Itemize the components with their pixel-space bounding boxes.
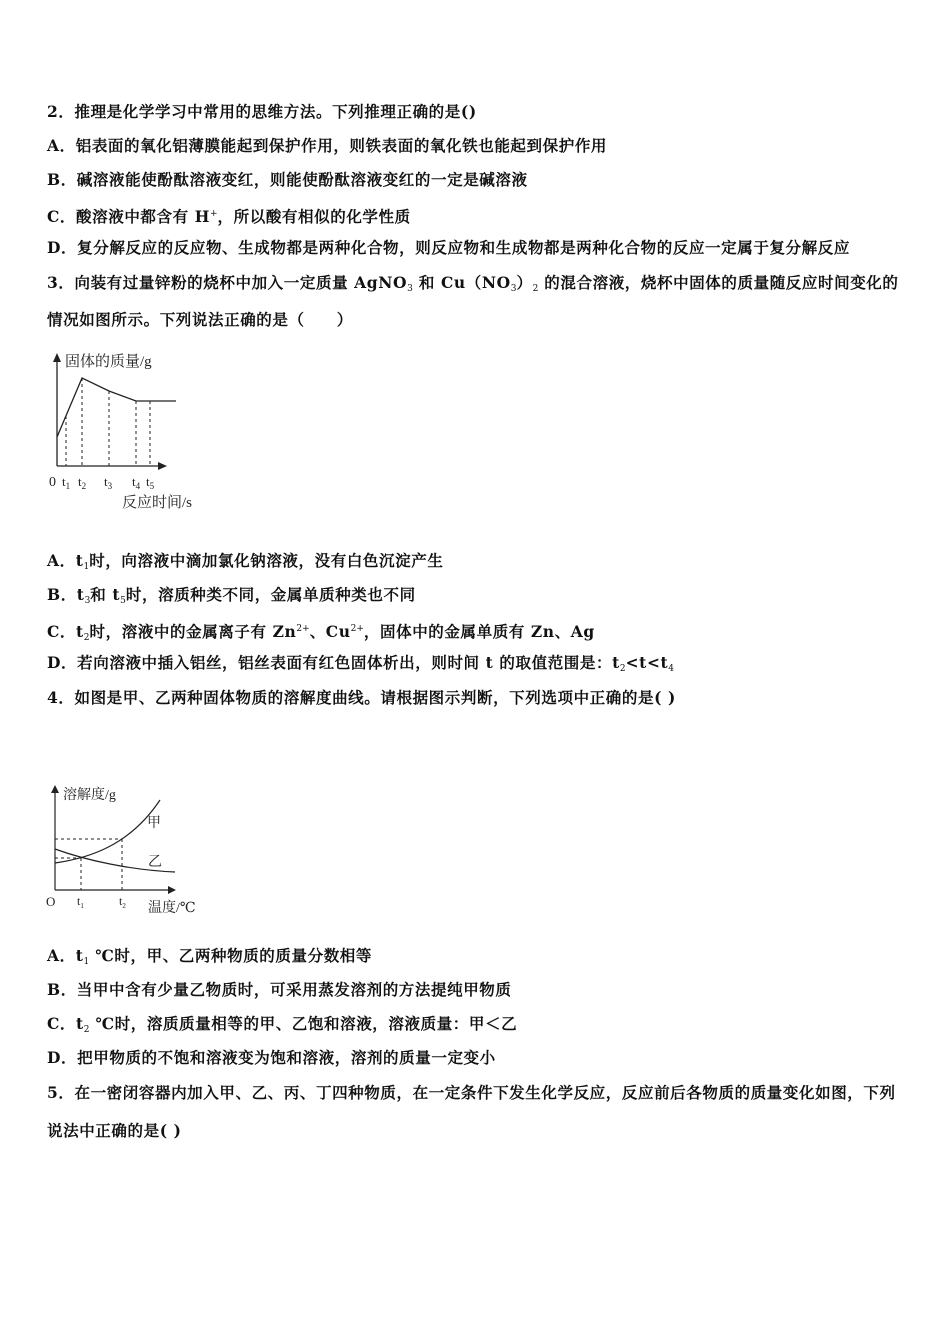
text-segment: 时，溶液中的金属离子有 Zn xyxy=(89,622,297,641)
subscript: 2 xyxy=(83,633,90,643)
text-segment: C．t xyxy=(47,622,84,641)
x-axis-label: 反应时间/s xyxy=(122,495,193,511)
subscript: 3 xyxy=(510,284,517,294)
y-axis-label: 溶解度/g xyxy=(63,788,116,803)
text-segment: 时，向溶液中滴加氯化钠溶液，没有白色沉淀产生 xyxy=(89,551,444,570)
text-segment: 时，溶质种类不同，金属单质种类也不同 xyxy=(125,585,416,604)
origin-label: O xyxy=(46,894,56,909)
text-segment: C．酸溶液中都含有 H xyxy=(47,207,210,226)
text-segment: D．若向溶液中插入铝丝，铝丝表面有红色固体析出，则时间 t 的取值范围是：t xyxy=(47,653,620,672)
text-segment: 说法中正确的是( ) xyxy=(47,1121,182,1140)
q2-stem xyxy=(47,102,477,122)
text-segment: 2．推理是化学学习中常用的思维方法。下列推理正确的是() xyxy=(47,102,477,121)
q2-option-a xyxy=(47,136,607,156)
curve-yi-label: 乙 xyxy=(148,855,162,870)
q3-option-a xyxy=(47,551,443,577)
text-segment: 4．如图是甲、乙两种固体物质的溶解度曲线。请根据图示判断，下列选项中正确的是( ) xyxy=(47,688,676,707)
text-segment: ，固体中的金属单质有 Zn、Ag xyxy=(363,622,595,641)
curve-jia-label: 甲 xyxy=(147,816,161,831)
svg-text:t5: $t_5$ xyxy=(146,474,155,491)
q4-option-b xyxy=(47,980,512,1000)
q2-option-d xyxy=(47,238,850,258)
text-segment: 3．向装有过量锌粉的烧杯中加入一定质量 AgNO xyxy=(47,273,408,292)
q2-option-b xyxy=(47,170,528,190)
q3-option-d xyxy=(47,653,674,679)
origin-label: 0 xyxy=(49,475,56,490)
superscript: 2+ xyxy=(350,624,364,634)
text-segment: D．把甲物质的不饱和溶液变为饱和溶液，溶剂的质量一定变小 xyxy=(47,1048,496,1067)
tick-t1: $t_1$ xyxy=(77,894,84,910)
text-segment: ℃时，甲、乙两种物质的质量分数相等 xyxy=(89,946,373,965)
text-segment: 、Cu xyxy=(309,622,351,641)
svg-text:t4: $t_4$ xyxy=(132,474,141,491)
q3-option-b xyxy=(47,585,416,611)
text-segment: <t<t xyxy=(625,653,669,672)
text-segment: B．t xyxy=(47,585,85,604)
mass-curve xyxy=(57,378,176,437)
x-axis-label: 温度/℃ xyxy=(148,901,196,916)
text-segment: B．当甲中含有少量乙物质时，可采用蒸发溶剂的方法提纯甲物质 xyxy=(47,980,512,999)
text-segment: ，所以酸有相似的化学性质 xyxy=(217,207,411,226)
superscript: + xyxy=(209,209,218,219)
q5-stem-2 xyxy=(47,1121,182,1141)
subscript: 2 xyxy=(83,1025,90,1035)
subscript: 2 xyxy=(619,664,626,674)
y-axis-label: 固体的质量/g xyxy=(65,354,152,370)
svg-text:t1: $t_1$ xyxy=(62,474,71,491)
text-segment: 和 Cu（NO xyxy=(412,273,511,292)
text-segment: B．碱溶液能使酚酞溶液变红，则能使酚酞溶液变红的一定是碱溶液 xyxy=(47,170,528,189)
curve-jia xyxy=(55,800,160,863)
q2-option-c xyxy=(47,204,411,227)
q4-option-d xyxy=(47,1048,496,1068)
text-segment: ℃时，溶质质量相等的甲、乙饱和溶液，溶液质量：甲＜乙 xyxy=(89,1014,518,1033)
subscript: 2 xyxy=(532,284,539,294)
q4-option-a xyxy=(47,946,372,972)
q5-stem-1 xyxy=(47,1083,896,1103)
superscript: 2+ xyxy=(296,624,310,634)
q4-stem xyxy=(47,688,676,708)
subscript: 5 xyxy=(120,596,126,606)
q3-option-c xyxy=(47,619,595,648)
x-tick-labels xyxy=(62,474,155,491)
text-segment: 的混合溶液，烧杯中固体的质量随反应时间变化的 xyxy=(538,273,899,292)
subscript: 4 xyxy=(668,664,675,674)
q3-stem-1 xyxy=(47,273,899,299)
subscript: 1 xyxy=(83,562,90,572)
text-segment: A．铝表面的氧化铝薄膜能起到保护作用，则铁表面的氧化铁也能起到保护作用 xyxy=(47,136,608,155)
subscript: 3 xyxy=(84,596,91,606)
solid-mass-time-graph xyxy=(40,340,220,520)
text-segment: A．t xyxy=(47,551,84,570)
y-arrow-icon xyxy=(53,353,61,362)
y-arrow-icon xyxy=(51,785,59,793)
x-arrow-icon xyxy=(168,886,176,894)
svg-text:t2: $t_2$ xyxy=(78,474,87,491)
text-segment: 情况如图所示。下列说法正确的是（ ） xyxy=(47,310,353,329)
subscript: 1 xyxy=(83,957,90,967)
text-segment: A．t xyxy=(47,946,84,965)
q3-stem-2 xyxy=(47,310,353,330)
solubility-curve-graph xyxy=(40,780,220,920)
text-segment: D．复分解反应的反应物、生成物都是两种化合物，则反应物和生成物都是两种化合物的反应一定属于复分解反应 xyxy=(47,238,850,257)
text-segment: 和 t xyxy=(90,585,121,604)
text-segment: ） xyxy=(516,273,533,292)
tick-t2: $t_2$ xyxy=(119,894,126,910)
text-segment: 5．在一密闭容器内加入甲、乙、丙、丁四种物质，在一定条件下发生化学反应，反应前后各物质的质量变化如图，下列 xyxy=(47,1083,896,1102)
q4-option-c xyxy=(47,1014,517,1040)
subscript: 3 xyxy=(407,284,413,294)
x-arrow-icon xyxy=(158,462,167,470)
text-segment: C．t xyxy=(47,1014,84,1033)
svg-text:t3: $t_3$ xyxy=(104,474,113,491)
